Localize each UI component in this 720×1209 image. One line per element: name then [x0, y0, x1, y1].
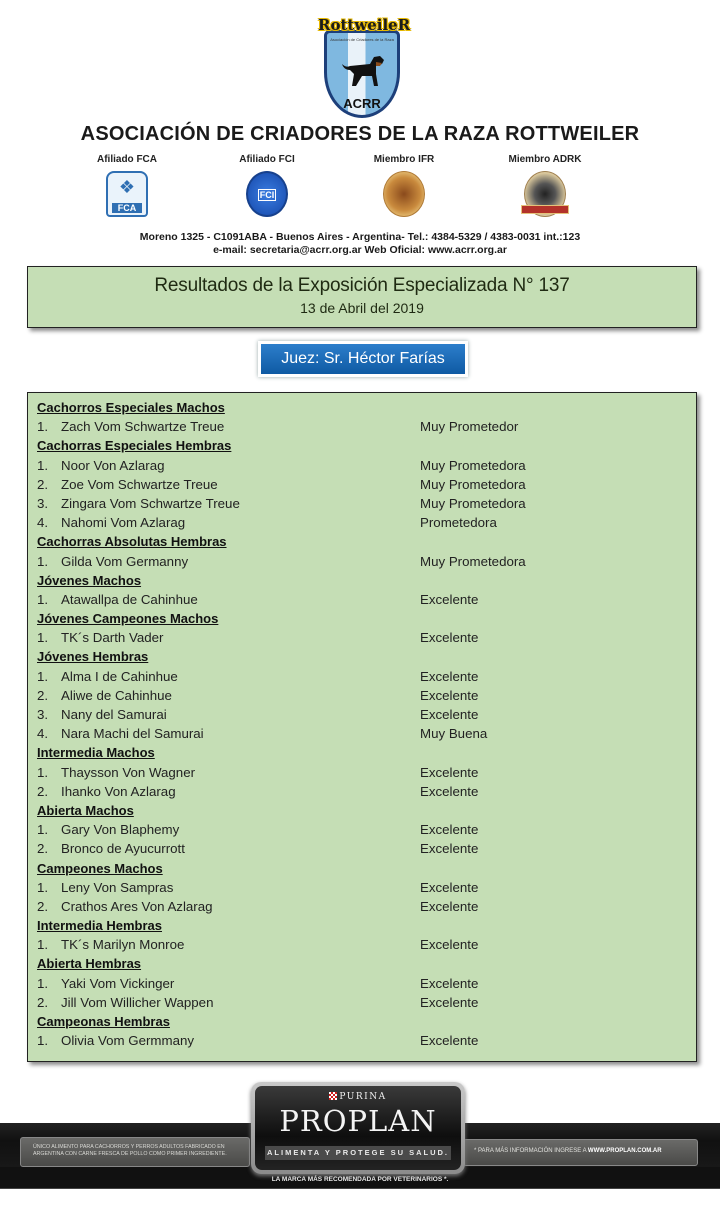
purina-text: PURINA [339, 1092, 387, 1102]
dog-name: Gary Von Blaphemy [61, 822, 180, 838]
fci-globe-logo-icon [246, 171, 288, 217]
entry-number: 1. [37, 822, 49, 838]
purina-checkerboard-icon [329, 1092, 337, 1100]
qualification: Excelente [420, 841, 479, 857]
acrr-crest-logo [318, 12, 411, 120]
qualification: Excelente [420, 764, 479, 780]
entry-number: 2. [37, 898, 49, 914]
judge-badge: Juez: Sr. Héctor Farías [258, 341, 468, 377]
paw-icon: ❖ [118, 177, 136, 197]
dog-name: Thaysson Von Wagner [61, 764, 196, 780]
result-entry [37, 839, 696, 858]
dog-name: TK´s Marilyn Monroe [61, 937, 185, 953]
entry-number: 1. [37, 937, 49, 953]
result-entry [37, 628, 696, 647]
left-note-line: ÚNICO ALIMENTO PARA CACHORROS Y PERROS ADULTOS FABRICADO EN [33, 1144, 225, 1150]
purina-brand [255, 1092, 461, 1102]
qualification: Excelente [420, 898, 479, 914]
affiliation-label: Afiliado FCA [97, 154, 157, 165]
dog-name: Gilda Vom Germanny [61, 553, 189, 569]
result-entry [37, 475, 696, 494]
fca-logo-text: FCA [112, 203, 142, 213]
category-title: Cachorros Especiales Machos [37, 400, 225, 415]
qualification: Prometedora [420, 515, 497, 531]
category-title: Abierta Machos [37, 802, 134, 818]
ifr-emblem-logo-icon [383, 171, 425, 217]
result-entry [37, 1031, 696, 1050]
result-entry [37, 878, 696, 897]
affiliation-label: Miembro ADRK [508, 154, 582, 165]
proplan-wordmark: PROPLAN [279, 1104, 437, 1138]
entry-number: 1. [37, 1033, 49, 1049]
category-title: Abierta Hembras [37, 956, 142, 972]
entry-number: 3. [37, 495, 49, 511]
event-date: 13 de Abril del 2019 [300, 300, 424, 316]
fci-logo-text: FCI [259, 190, 275, 200]
entry-number: 1. [37, 591, 49, 607]
result-entry [37, 417, 696, 436]
dog-name: Zoe Vom Schwartze Treue [61, 476, 218, 492]
category-title: Intermedia Hembras [37, 918, 162, 934]
result-entry [37, 513, 696, 532]
adrk-ribbon [521, 205, 569, 214]
proplan-slogan: ALIMENTA Y PROTEGE SU SALUD. [265, 1146, 451, 1160]
entry-number: 1. [37, 457, 49, 473]
entry-number: 1. [37, 630, 49, 646]
entry-number: 1. [37, 764, 49, 780]
category-title: Jóvenes Machos [37, 572, 142, 588]
affiliation-fci [207, 154, 327, 217]
result-entry [37, 897, 696, 916]
qualification: Muy Prometedora [420, 495, 526, 511]
category-title: Cachorras Especiales Hembras [37, 438, 232, 454]
qualification: Muy Prometedor [420, 419, 519, 435]
result-entry [37, 724, 696, 743]
entry-number: 2. [37, 783, 49, 799]
crest-acronym: ACRR [343, 96, 381, 111]
dog-name: Zingara Vom Schwartze Treue [61, 495, 240, 511]
qualification: Excelente [420, 591, 479, 607]
affiliations-row [90, 154, 650, 224]
result-entry [37, 552, 696, 571]
qualification: Excelente [420, 879, 479, 895]
entry-number: 1. [37, 879, 49, 895]
qualification: Excelente [420, 822, 479, 838]
qualification: Muy Prometedora [420, 476, 526, 492]
qualification: Excelente [420, 975, 479, 991]
dog-name: Ihanko Von Azlarag [61, 783, 176, 799]
proplan-logo [251, 1082, 465, 1174]
result-entry [37, 456, 696, 475]
qualification: Excelente [420, 707, 479, 722]
qualification: Muy Buena [420, 726, 488, 742]
entry-number: 2. [37, 687, 49, 703]
proplan-logo-inner [255, 1086, 461, 1170]
qualification: Excelente [420, 687, 479, 703]
fca-paw-logo-icon [106, 171, 148, 217]
organization-name: ASOCIACIÓN DE CRIADORES DE LA RAZA ROTTWEILER [80, 123, 640, 145]
dog-name: Crathos Ares Von Azlarag [61, 898, 213, 914]
result-entry [37, 590, 696, 609]
rottweiler-dog-icon [340, 54, 386, 88]
qualification: Excelente [420, 783, 479, 799]
result-entry [37, 935, 696, 954]
qualification: Muy Prometedora [420, 553, 526, 569]
left-note-line: ARGENTINA CON CARNE FRESCA DE POLLO COMO PRIMER INGREDIENTE. [33, 1151, 227, 1157]
address-line: Moreno 1325 - C1091ABA - Buenos Aires - Argentina- Tel.: 4384-5329 / 4383-0031 int.:123 [139, 231, 581, 243]
dog-name: Noor Von Azlarag [61, 457, 165, 473]
entry-number: 3. [37, 707, 49, 722]
dog-name: Alma I de Cahinhue [61, 668, 178, 684]
qualification: Muy Prometedora [420, 457, 526, 473]
affiliation-fca [67, 154, 187, 217]
right-note-text: * PARA MÁS INFORMACIÓN INGRESE A [474, 1148, 588, 1154]
dog-name: Yaki Vom Vickinger [61, 975, 175, 991]
page-title: Resultados de la Exposición Especializada N° 137 [154, 275, 570, 296]
result-entry [37, 705, 696, 724]
entry-number: 1. [37, 975, 49, 991]
dog-name: Bronco de Ayucurrott [61, 841, 185, 857]
category-title: Jóvenes Hembras [37, 649, 149, 665]
affiliation-label: Afiliado FCI [239, 154, 295, 165]
dog-name: Olivia Vom Germmany [61, 1033, 195, 1049]
crest-subtitle: Asociación de Criadores de la Raza [330, 37, 394, 42]
result-entry [37, 667, 696, 686]
entry-number: 1. [37, 553, 49, 569]
entry-number: 2. [37, 994, 49, 1010]
entry-number: 4. [37, 515, 49, 531]
result-entry [37, 494, 696, 513]
dog-name: Nara Machi del Samurai [61, 726, 204, 742]
category-title: Campeones Machos [37, 860, 163, 876]
proplan-tagline: LA MARCA MÁS RECOMENDADA POR VETERINARIOS *. [271, 1176, 449, 1183]
qualification: Excelente [420, 630, 479, 646]
dog-name: Leny Von Sampras [61, 879, 174, 895]
qualification: Excelente [420, 937, 479, 953]
proplan-right-note [463, 1139, 698, 1166]
result-entry [37, 782, 696, 801]
affiliation-adrk [485, 154, 605, 217]
entry-number: 2. [37, 476, 49, 492]
affiliation-label: Miembro IFR [373, 154, 435, 165]
crest-banner: RottweileR [318, 16, 411, 34]
results-list [27, 392, 697, 1062]
result-entry [37, 820, 696, 839]
contact-line: e-mail: secretaria@acrr.org.ar Web Oficial: www.acrr.org.ar [213, 244, 507, 256]
result-entry [37, 686, 696, 705]
entry-number: 4. [37, 726, 49, 742]
dog-name: Nahomi Vom Azlarag [61, 515, 186, 531]
result-entry [37, 974, 696, 993]
qualification: Excelente [420, 994, 479, 1010]
adrk-emblem-logo-icon [524, 171, 566, 217]
result-entry [37, 763, 696, 782]
entry-number: 2. [37, 841, 49, 857]
qualification: Excelente [420, 1033, 479, 1049]
dog-name: Nany del Samurai [61, 707, 167, 722]
dog-name: Zach Vom Schwartze Treue [61, 419, 225, 435]
qualification: Excelente [420, 668, 479, 684]
proplan-left-note [20, 1137, 250, 1167]
entry-number: 1. [37, 419, 49, 435]
results-header-panel [27, 266, 697, 328]
category-title: Campeonas Hembras [37, 1014, 170, 1029]
dog-name: Aliwe de Cahinhue [61, 687, 172, 703]
entry-number: 1. [37, 668, 49, 684]
category-title: Cachorras Absolutas Hembras [37, 534, 227, 550]
dog-name: TK´s Darth Vader [61, 630, 164, 646]
contact-address [0, 231, 720, 257]
category-title: Intermedia Machos [37, 745, 155, 761]
dog-name: Atawallpa de Cahinhue [61, 591, 198, 607]
result-entry [37, 993, 696, 1012]
proplan-url: WWW.PROPLAN.COM.AR [587, 1148, 662, 1154]
category-title: Jóvenes Campeones Machos [37, 611, 219, 627]
dog-name: Jill Vom Willicher Wappen [61, 994, 214, 1010]
affiliation-ifr [344, 154, 464, 217]
